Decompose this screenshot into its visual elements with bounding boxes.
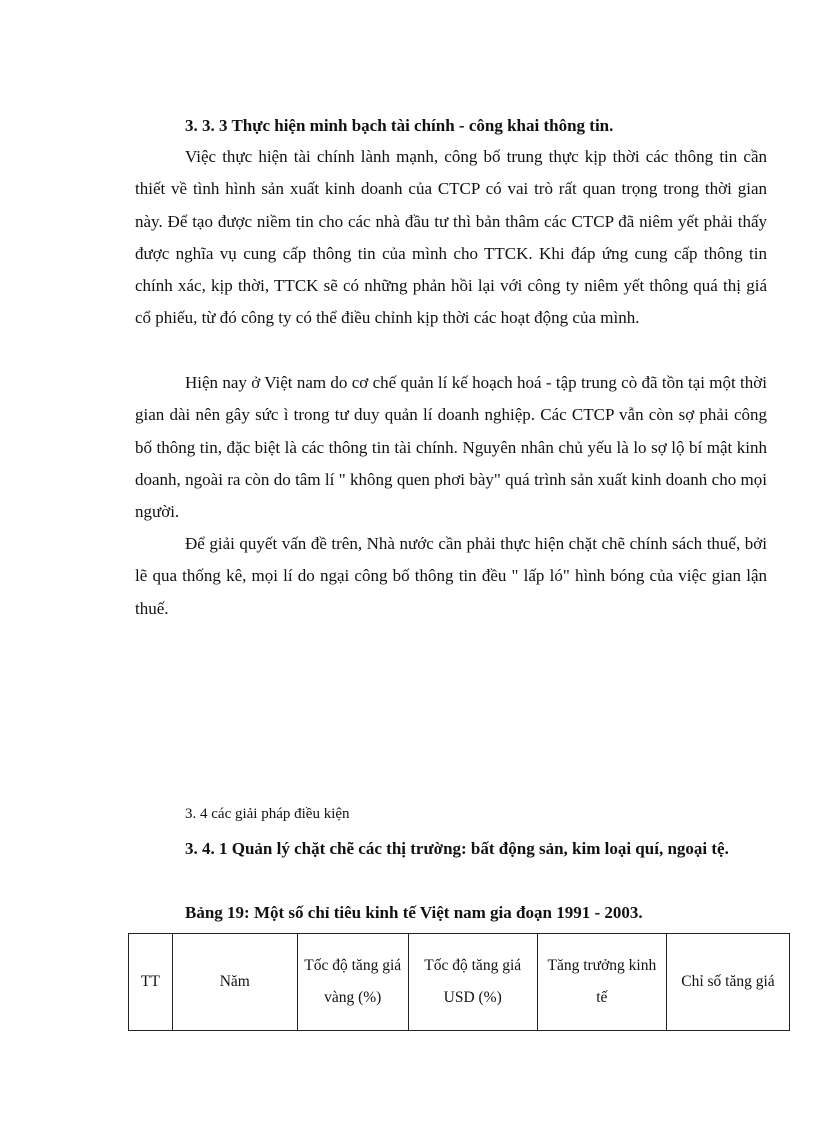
subsection-heading-3-4-1: 3. 4. 1 Quản lý chặt chẽ các thị trường: bất động sản, kim loại quí, ngoại tệ. xyxy=(185,839,729,858)
header-cell-price-index: Chỉ số tăng giá xyxy=(666,934,789,1031)
header-cell-usd-price-growth: Tốc độ tăng giá USD (%) xyxy=(408,934,537,1031)
section-heading-3-3-3: 3. 3. 3 Thực hiện minh bạch tài chính - công khai thông tin. xyxy=(185,116,614,135)
header-cell-year: Năm xyxy=(172,934,297,1031)
paragraph-current-situation: Hiện nay ở Việt nam do cơ chế quản lí kế hoạch hoá - tập trung cò đã tồn tại một thời gian dài nên gây sức ì trong tư duy quản lí doanh nghiệp. Các CTCP vẫn còn sợ phải công bố thông tin, đặc biệt là các thông tin tài chính. Nguyên nhân chủ yếu là lo sợ lộ bí mật kinh doanh, ngoài ra còn do tâm lí " không quen phơi bày" quá trình sản xuất kinh doanh cho mọi người. xyxy=(135,373,767,522)
header-cell-gold-price-growth: Tốc độ tăng giá vàng (%) xyxy=(297,934,408,1031)
header-cell-tt: TT xyxy=(129,934,173,1031)
header-cell-economic-growth: Tăng trưởng kinh tế xyxy=(537,934,666,1031)
section-heading-3-4: 3. 4 các giải pháp điều kiện xyxy=(185,806,350,822)
paragraph-tax-policy: Để giải quyết vấn đề trên, Nhà nước cần phải thực hiện chặt chẽ chính sách thuế, bởi lẽ qua thống kê, mọi lí do ngại công bố thông tin đều " lấp ló" hình bóng của việc gian lận thuế. xyxy=(135,534,767,618)
economic-indicators-table xyxy=(128,933,790,1031)
paragraph-financial-transparency: Việc thực hiện tài chính lành mạnh, công bố trung thực kịp thời các thông tin cần thiết về tình hình sản xuất kinh doanh của CTCP có vai trò rất quan trọng trong thời gian này. Để tạo được niềm tin cho các nhà đầu tư thì bản thâm các CTCP đã niêm yết phải thấy được nghĩa vụ cung cấp thông tin của mình cho TTCK. Khi đáp ứng cung cấp thông tin chính xác, kịp thời, TTCK sẽ có những phản hồi lại với công ty niêm yết thông quá thị giá cổ phiếu, từ đó công ty có thể điều chỉnh kịp thời các hoạt động của mình. xyxy=(135,147,767,328)
table-header-row xyxy=(129,934,790,1031)
table-caption: Bảng 19: Một số chỉ tiêu kinh tế Việt nam gia đoạn 1991 - 2003. xyxy=(185,903,643,922)
